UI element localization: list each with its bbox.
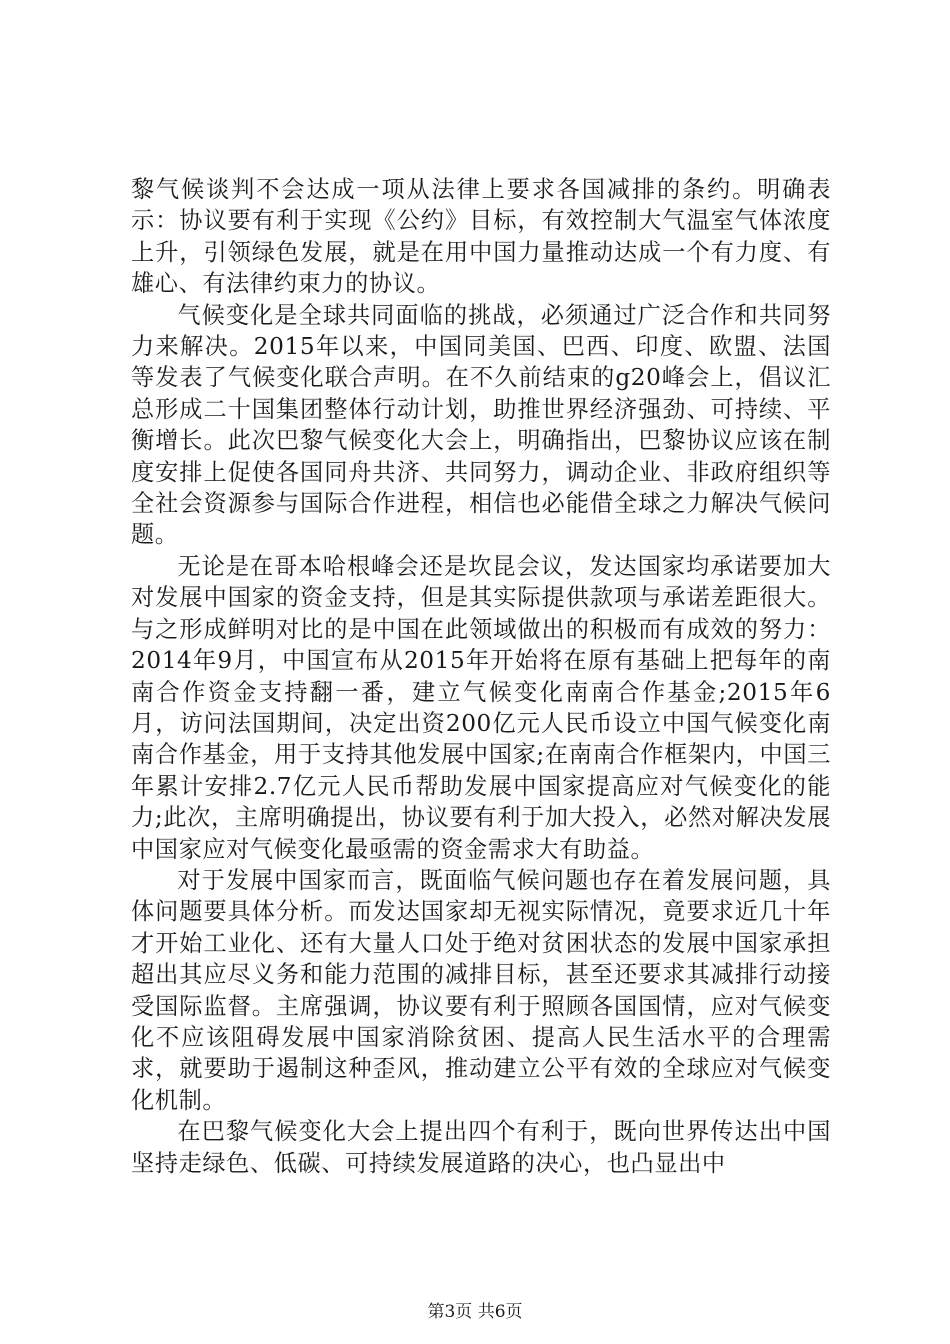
paragraph-funding: 无论是在哥本哈根峰会还是坎昆会议，发达国家均承诺要加大对发展中国家的资金支持，但是其实际提供款项与承诺差距很大。与之形成鲜明对比的是中国在此领域做出的积极而有成效的努力：2014年9月，中国宣布从2015年开始将在原有基础上把每年的南南合作资金支持翻一番，建立气候变化南南合作基金;2015年6月，访问法国期间，决定出资200亿元人民币设立中国气候变化南南合作基金，用于支持其他发展中国家;在南南合作框架内，中国三年累计安排2.7亿元人民币帮助发展中国家提高应对气候变化的能力;此次，主席明确提出，协议要有利于加大投入，必然对解决发展中国家应对气候变化最亟需的资金需求大有助益。 bbox=[131, 552, 831, 863]
paragraph-developing-countries: 对于发展中国家而言，既面临气候问题也存在着发展问题，具体问题要具体分析。而发达国家却无视实际情况，竟要求近几十年才开始工业化、还有大量人口处于绝对贫困状态的发展中国家承担超出其应尽义务和能力范围的减排目标，甚至还要求其减排行动接受国际监督。主席强调，协议要有利于照顾各国国情，应对气候变化不应该阻碍发展中国家消除贫困、提高人民生活水平的合理需求，就要助于遏制这种歪风，推动建立公平有效的全球应对气候变化机制。 bbox=[131, 866, 831, 1114]
page-number-footer: 第3页 共6页 bbox=[427, 1302, 523, 1322]
paragraph-cooperation: 气候变化是全球共同面临的挑战，必须通过广泛合作和共同努力来解决。2015年以来，中国同美国、巴西、印度、欧盟、法国等发表了气候变化联合声明。在不久前结束的g20峰会上，倡议汇总形成二十国集团整体行动计划，助推世界经济强劲、可持续、平衡增长。此次巴黎气候变化大会上，明确指出，巴黎协议应该在制度安排上促使各国同舟共济、共同努力，调动企业、非政府组织等全社会资源参与国际合作进程，相信也必能借全球之力解决气候问题。 bbox=[131, 301, 831, 549]
paragraph-conclusion: 在巴黎气候变化大会上提出四个有利于，既向世界传达出中国坚持走绿色、低碳、可持续发展道路的决心，也凸显出中 bbox=[131, 1118, 831, 1177]
paragraph-continuation: 黎气候谈判不会达成一项从法律上要求各国减排的条约。明确表示：协议要有利于实现《公约》目标，有效控制大气温室气体浓度上升，引领绿色发展，就是在用中国力量推动达成一个有力度、有雄心、有法律约束力的协议。 bbox=[131, 176, 831, 298]
document-body bbox=[131, 174, 831, 1179]
